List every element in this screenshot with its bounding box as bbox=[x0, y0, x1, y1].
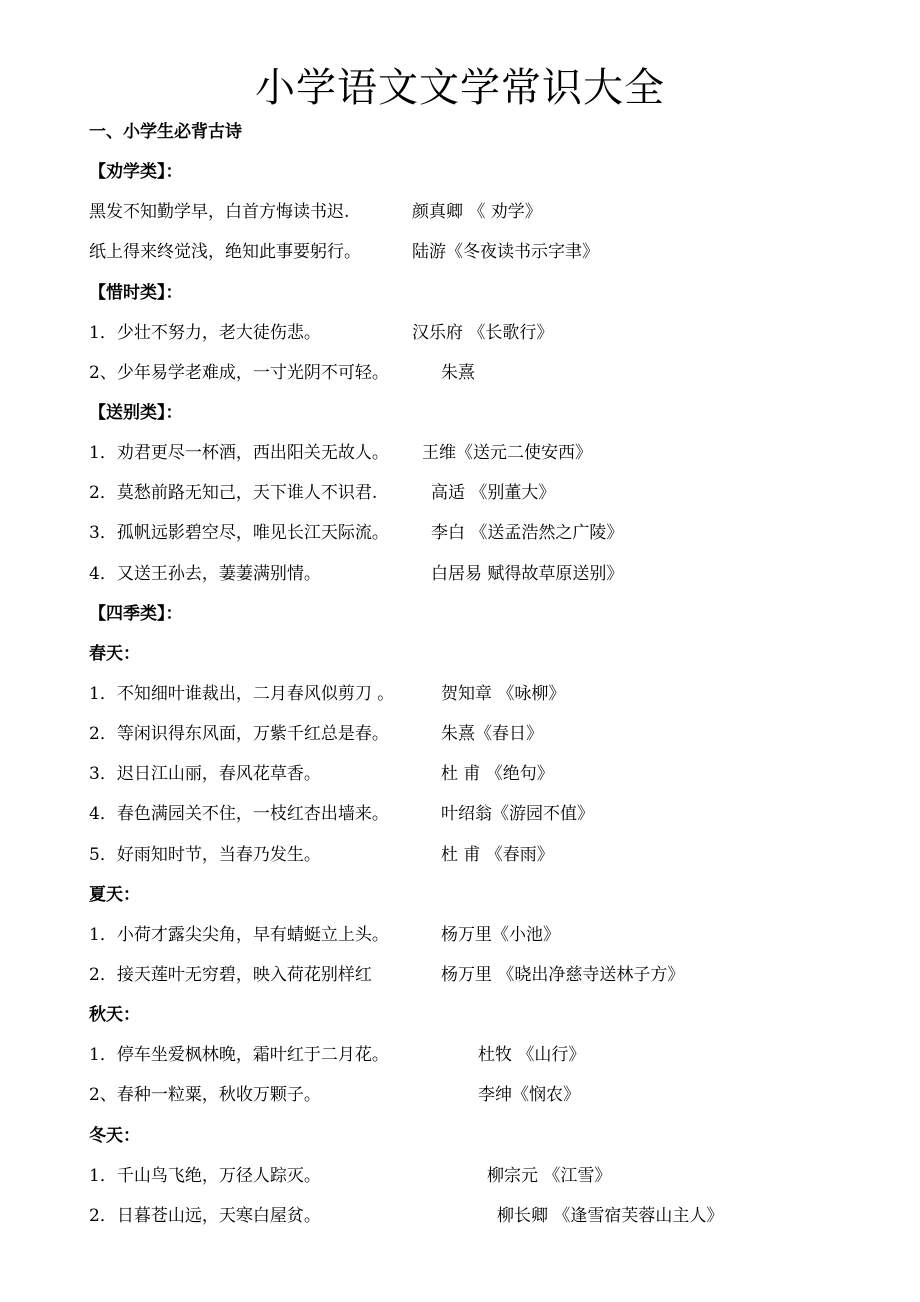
poem-source: 颜真卿 《 劝学》 bbox=[412, 202, 542, 222]
poem-text: 3．孤帆远影碧空尽，唯见长江天际流。 bbox=[89, 523, 389, 543]
poem-text: 2．莫愁前路无知己，天下谁人不识君. bbox=[89, 483, 378, 503]
poem-text: 2．接天莲叶无穷碧，映入荷花别样红 bbox=[89, 965, 372, 985]
season-heading-winter: 冬天： bbox=[89, 1126, 140, 1146]
poem-source: 贺知章 《咏柳》 bbox=[441, 684, 566, 704]
poem-text: 4．春色满园关不住，一枝红杏出墙来。 bbox=[89, 804, 389, 824]
poem-source: 高适 《别董大》 bbox=[431, 483, 556, 503]
poem-text: 2．日暮苍山远，天寒白屋贫。 bbox=[89, 1206, 321, 1226]
poem-source: 李绅《悯农》 bbox=[478, 1085, 580, 1105]
poem-source: 杜 甫 《春雨》 bbox=[441, 845, 554, 865]
poem-text: 1．停车坐爱枫林晚，霜叶红于二月花。 bbox=[89, 1045, 389, 1065]
category-heading-quanxue: 【劝学类】： bbox=[89, 162, 183, 182]
poem-source: 王维《送元二使安西》 bbox=[422, 443, 592, 463]
poem-text: 1．不知细叶谁裁出，二月春风似剪刀 。 bbox=[89, 684, 395, 704]
category-heading-xishi: 【惜时类】： bbox=[89, 283, 183, 303]
category-heading-siji: 【四季类】： bbox=[89, 604, 183, 624]
poem-text: 5．好雨知时节，当春乃发生。 bbox=[89, 845, 321, 865]
poem-text: 1．千山鸟飞绝，万径人踪灭。 bbox=[89, 1166, 321, 1186]
poem-text: 2．等闲识得东风面，万紫千红总是春。 bbox=[89, 724, 389, 744]
poem-source: 汉乐府 《长歌行》 bbox=[412, 323, 554, 343]
poem-text: 黑发不知勤学早，白首方悔读书迟. bbox=[89, 202, 350, 222]
poem-source: 杨万里《小池》 bbox=[441, 925, 560, 945]
poem-source: 杨万里 《晓出净慈寺送林子方》 bbox=[441, 965, 685, 985]
season-heading-spring: 春天： bbox=[89, 644, 140, 664]
poem-text: 纸上得来终觉浅，绝知此事要躬行。 bbox=[89, 242, 361, 262]
poem-text: 2、少年易学老难成，一寸光阴不可轻。 bbox=[89, 363, 389, 383]
poem-source: 杜牧 《山行》 bbox=[478, 1045, 586, 1065]
poem-source: 叶绍翁《游园不值》 bbox=[441, 804, 594, 824]
category-heading-songbie: 【送别类】： bbox=[89, 403, 183, 423]
poem-source: 朱熹《春日》 bbox=[441, 724, 543, 744]
poem-source: 白居易 赋得故草原送别》 bbox=[431, 564, 624, 584]
section-heading: 一、小学生必背古诗 bbox=[89, 122, 242, 142]
poem-source: 柳长卿 《逢雪宿芙蓉山主人》 bbox=[497, 1206, 724, 1226]
page-title: 小学语文文学常识大全 bbox=[255, 65, 665, 111]
poem-text: 2、春种一粒粟，秋收万颗子。 bbox=[89, 1085, 321, 1105]
poem-source: 柳宗元 《江雪》 bbox=[487, 1166, 612, 1186]
poem-source: 杜 甫 《绝句》 bbox=[441, 764, 554, 784]
season-heading-summer: 夏天： bbox=[89, 885, 140, 905]
poem-text: 1．少壮不努力，老大徒伤悲。 bbox=[89, 323, 321, 343]
poem-text: 3．迟日江山丽，春风花草香。 bbox=[89, 764, 321, 784]
season-heading-autumn: 秋天： bbox=[89, 1005, 140, 1025]
poem-source: 李白 《送孟浩然之广陵》 bbox=[431, 523, 624, 543]
poem-text: 4．又送王孙去，萋萋满别情。 bbox=[89, 564, 321, 584]
poem-text: 1．劝君更尽一杯酒，西出阳关无故人。 bbox=[89, 443, 389, 463]
poem-source: 陆游《冬夜读书示字聿》 bbox=[412, 242, 599, 262]
poem-source: 朱熹 bbox=[441, 363, 475, 383]
poem-text: 1．小荷才露尖尖角，早有蜻蜓立上头。 bbox=[89, 925, 389, 945]
